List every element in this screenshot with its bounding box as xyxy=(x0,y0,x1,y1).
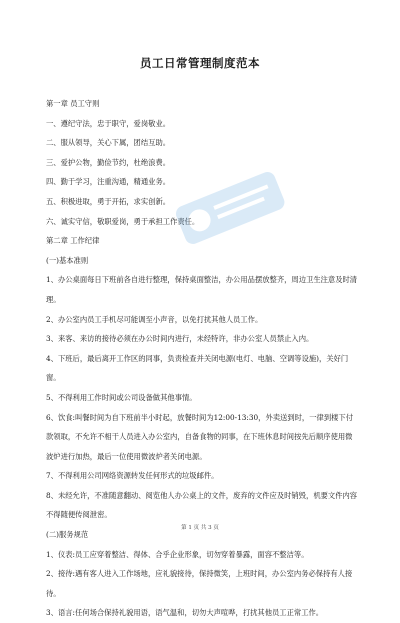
section-heading: (二)服务规范 xyxy=(46,530,89,540)
document-body xyxy=(46,94,358,623)
rule-item: 五、积极进取，勇于开拓，求实创新。 xyxy=(46,196,171,206)
paragraph: 3、语言:任何场合保持礼貌用语，语气温和，切勿大声喧哗，打扰其他员工正常工作。 xyxy=(46,608,324,618)
chapter-heading: 第一章 员工守则 xyxy=(46,99,100,108)
paragraph: 5、不得利用工作时间或公司设备做其他事情。 xyxy=(46,392,197,402)
paragraph: 4、下班后，最后离开工作区的同事，负责检查并关闭电源(电灯、电脑、空调等设施)，关好门窗。 xyxy=(46,353,349,383)
chapter-heading: 第二章 工作纪律 xyxy=(46,236,100,246)
paragraph: 2、办公室内员工手机尽可能调至小声音，以免打扰其他人员工作。 xyxy=(46,314,263,324)
rule-item: 一、遵纪守法，忠于职守，爱岗敬业。 xyxy=(46,118,171,128)
rule-item: 二、服从领导，关心下属，团结互助。 xyxy=(46,138,171,148)
document-title: 员工日常管理制度范本 xyxy=(140,56,260,70)
paragraph: 8、未经允许，不准随意翻动、阅览他人办公桌上的文件，废弃的文件应及时销毁，机要文件内容不得随便传阅泄密。 xyxy=(46,490,358,520)
paragraph: 7、不得利用公司网络资源转发任何形式的垃圾邮件。 xyxy=(46,471,219,481)
paragraph: 2、接待:遇有客人进入工作场地，应礼貌接待，保持微笑，上班时间，办公室内务必保持有人接待。 xyxy=(46,569,353,598)
paragraph: 1、办公桌面每日下班前各自进行整理，保持桌面整洁，办公用品摆放整齐，周边卫生注意及时清理。 xyxy=(46,275,358,304)
paragraph: 1、仪表:员工应穿着整洁、得体、合乎企业形象，切勿穿着暴露，面容不整洁等。 xyxy=(46,549,309,559)
rule-item: 四、勤于学习，注重沟通，精通业务。 xyxy=(46,177,171,187)
rule-item: 六、诚实守信，敬职爱岗，勇于承担工作责任。 xyxy=(46,216,200,226)
page-footer: 第 1 页 共 3 页 xyxy=(181,525,219,531)
section-heading: (一)基本准则 xyxy=(46,255,89,265)
rule-item: 三、爱护公物，勤俭节约，杜绝浪费。 xyxy=(46,157,171,167)
paragraph: 3、来客、来访的接待必须在办公时间内进行，未经特许，非办公室人员禁止入内。 xyxy=(46,334,314,344)
paragraph: 6、饮食:叫餐时间为自下班前半小时起，放餐时间为12:00-13:30，外卖送到时，一律到楼下付款领取，不允许不相干人员进入办公室内，自备食物的同事，在下班休息时间按先后顺序使用微波炉进行加热，最后一位使用微波炉者关闭电源。 xyxy=(46,412,354,461)
